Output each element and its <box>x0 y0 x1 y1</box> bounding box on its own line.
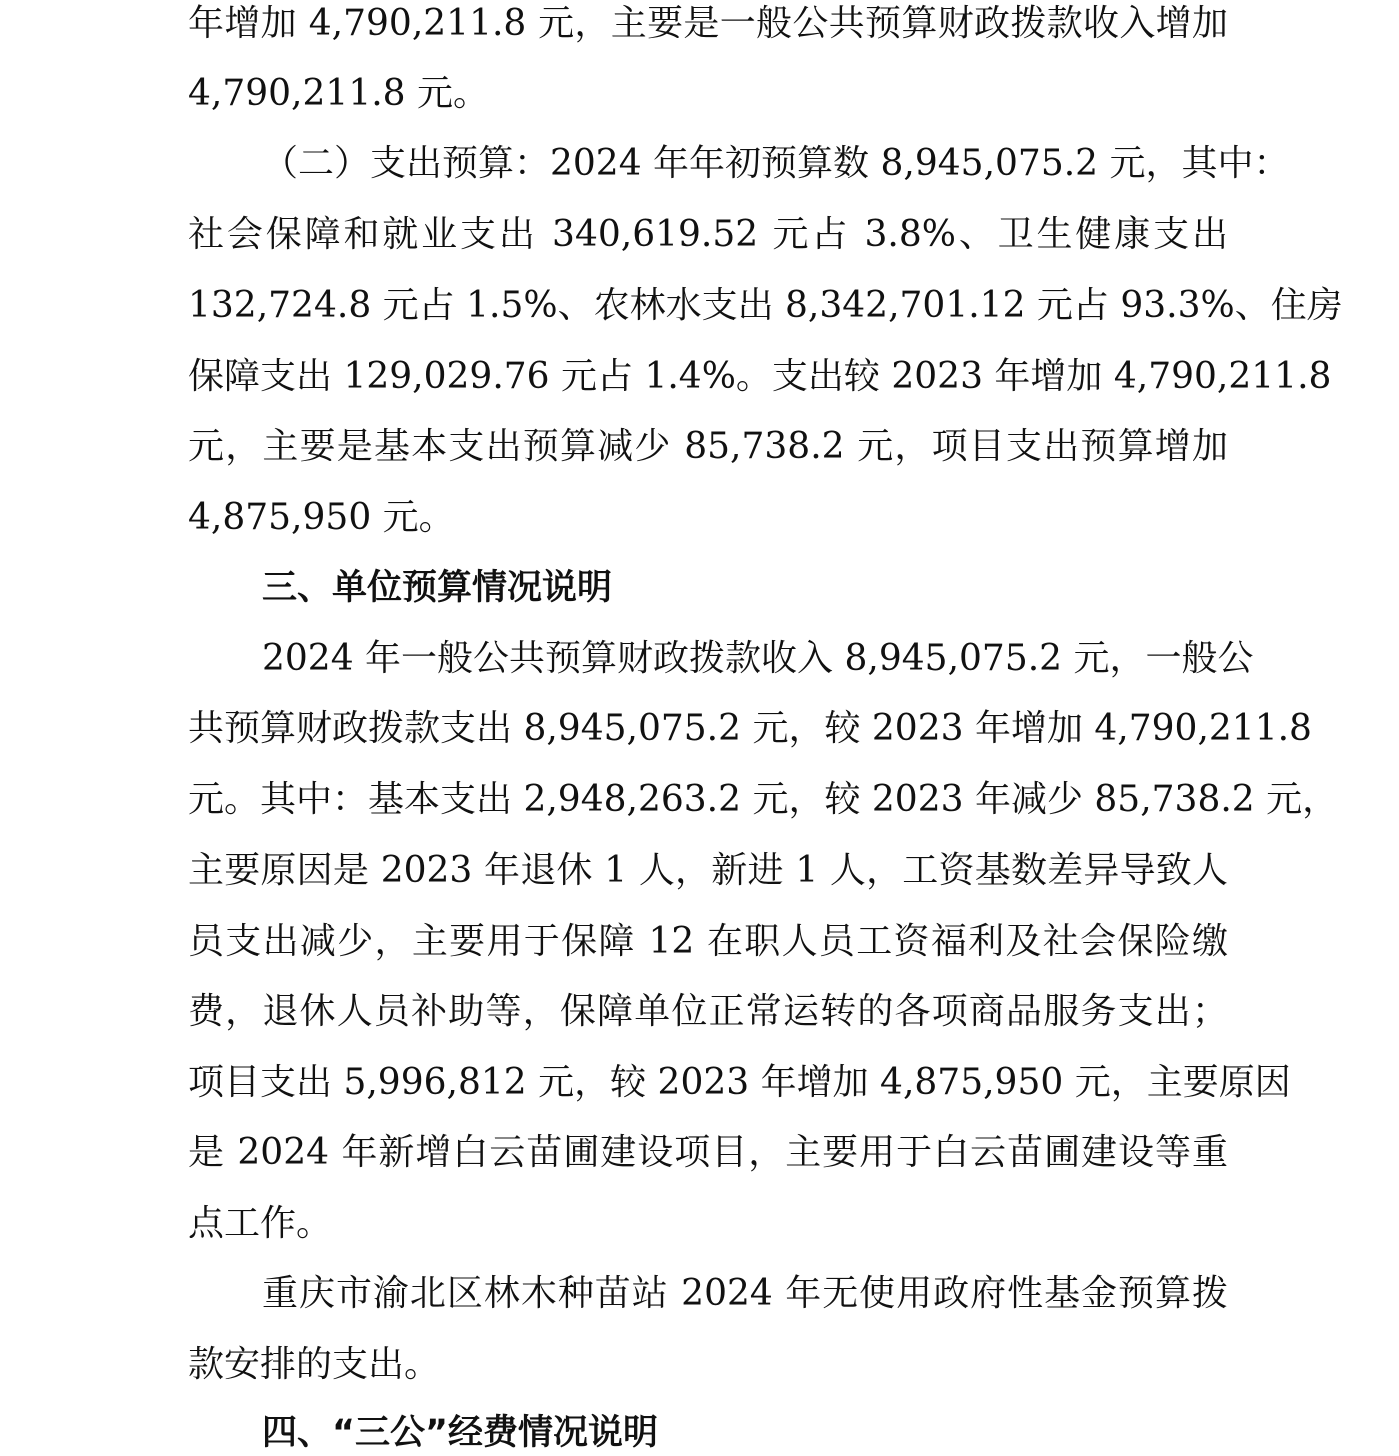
fund-para-line-1: 重庆市渝北区林木种苗站 2024 年无使用政府性基金预算拨 <box>262 1273 1228 1314</box>
budget-para-line-2: 共预算财政拨款支出 8,945,075.2 元，较 2023 年增加 4,790,211.8 <box>188 708 1312 749</box>
expenditure-line-3: 132,724.8 元占 1.5%、农林水支出 8,342,701.12 元占 93.3%、住房 <box>188 285 1343 326</box>
budget-para-line-8: 是 2024 年新增白云苗圃建设项目，主要用于白云苗圃建设等重 <box>188 1132 1228 1173</box>
expenditure-line-2: 社会保障和就业支出 340,619.52 元占 3.8%、卫生健康支出 <box>188 214 1228 255</box>
expenditure-line-5: 元，主要是基本支出预算减少 85,738.2 元，项目支出预算增加 <box>188 426 1228 467</box>
budget-para-line-4: 主要原因是 2023 年退休 1 人，新进 1 人，工资基数差异导致人 <box>188 850 1228 891</box>
income-tail-line-2: 4,790,211.8 元。 <box>188 73 490 114</box>
section-3-heading: 三、单位预算情况说明 <box>262 568 613 608</box>
fund-para-line-2: 款安排的支出。 <box>188 1344 441 1385</box>
expenditure-line-4: 保障支出 129,029.76 元占 1.4%。支出较 2023 年增加 4,790,211.8 <box>188 356 1332 397</box>
section-4-heading: 四、“三公”经费情况说明 <box>262 1413 659 1453</box>
budget-para-line-1: 2024 年一般公共预算财政拨款收入 8,945,075.2 元，一般公 <box>262 638 1254 679</box>
budget-para-line-6: 费，退休人员补助等，保障单位正常运转的各项商品服务支出； <box>188 991 1228 1032</box>
budget-para-line-3: 元。其中：基本支出 2,948,263.2 元，较 2023 年减少 85,738.2 元， <box>188 779 1339 820</box>
expenditure-line-6: 4,875,950 元。 <box>188 497 455 538</box>
income-tail-line-1: 年增加 4,790,211.8 元，主要是一般公共预算财政拨款收入增加 <box>188 3 1228 44</box>
budget-para-line-9: 点工作。 <box>188 1203 333 1244</box>
budget-para-line-7: 项目支出 5,996,812 元，较 2023 年增加 4,875,950 元，主要原因 <box>188 1062 1291 1103</box>
budget-para-line-5: 员支出减少，主要用于保障 12 在职人员工资福利及社会保险缴 <box>188 921 1228 962</box>
expenditure-line-1: （二）支出预算：2024 年年初预算数 8,945,075.2 元，其中： <box>262 143 1290 184</box>
